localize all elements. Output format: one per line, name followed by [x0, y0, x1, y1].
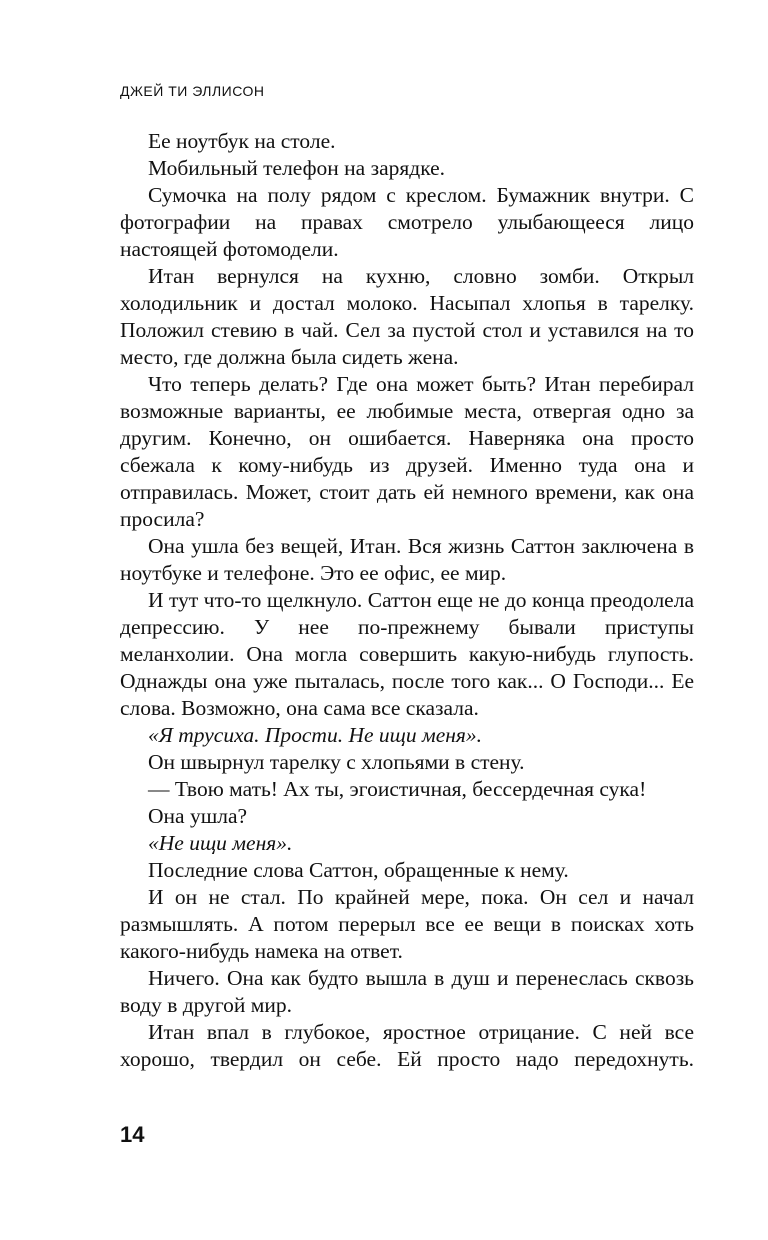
paragraph: Сумочка на полу рядом с креслом. Бумажник внутри. С фотографии на правах смотрело улыбающееся лицо настоящей фотомодели.: [120, 183, 694, 261]
paragraph: Мобильный телефон на зарядке.: [148, 156, 446, 180]
paragraph: Она ушла?: [148, 804, 248, 828]
italic-paragraph: «Я трусиха. Прости. Не ищи меня».: [148, 723, 483, 747]
paragraph: И он не стал. По крайней мере, пока. Он сел и начал размышлять. А потом перерыл все ее вещи в поисках хоть какого-нибудь намека на ответ.: [120, 885, 694, 963]
body-text: [120, 128, 694, 1073]
paragraph: Что теперь делать? Где она может быть? Итан перебирал возможные варианты, ее любимые места, отвергая одно за другим. Конечно, он ошибается. Наверняка она просто сбежала к кому-нибудь из друзей. Именно туда она и отправилась. Может, стоит дать ей немного времени, как она просила?: [120, 372, 694, 531]
paragraph: Ее ноутбук на столе.: [148, 129, 336, 153]
page-number: 14: [120, 1122, 145, 1147]
paragraph: Она ушла без вещей, Итан. Вся жизнь Саттон заключена в ноутбуке и телефоне. Это ее офис, ее мир.: [120, 534, 694, 585]
paragraph: Он швырнул тарелку с хлопьями в стену.: [148, 750, 525, 774]
paragraph: Последние слова Саттон, обращенные к нему.: [148, 858, 569, 882]
book-page: [120, 82, 694, 1073]
paragraph: Итан впал в глубокое, яростное отрицание. С ней все хорошо, твердил он себе. Ей просто надо передохнуть.: [120, 1020, 694, 1071]
paragraph: Ничего. Она как будто вышла в душ и перенеслась сквозь воду в другой мир.: [120, 966, 694, 1017]
paragraph: Итан вернулся на кухню, словно зомби. Открыл холодильник и достал молоко. Насыпал хлопья в тарелку. Положил стевию в чай. Сел за пустой стол и уставился на то место, где должна была сидеть жена.: [120, 264, 694, 369]
paragraph: И тут что-то щелкнуло. Саттон еще не до конца преодолела депрессию. У нее по-прежнему бывали приступы меланхолии. Она могла совершить какую-нибудь глупость. Однажды она уже пыталась, после того как... О Господи... Ее слова. Возможно, она сама все сказала.: [120, 588, 694, 720]
running-head: ДЖЕЙ ТИ ЭЛЛИСОН: [120, 83, 265, 99]
italic-paragraph: «Не ищи меня».: [148, 831, 293, 855]
paragraph: — Твою мать! Ах ты, эгоистичная, бессердечная сука!: [148, 777, 647, 801]
